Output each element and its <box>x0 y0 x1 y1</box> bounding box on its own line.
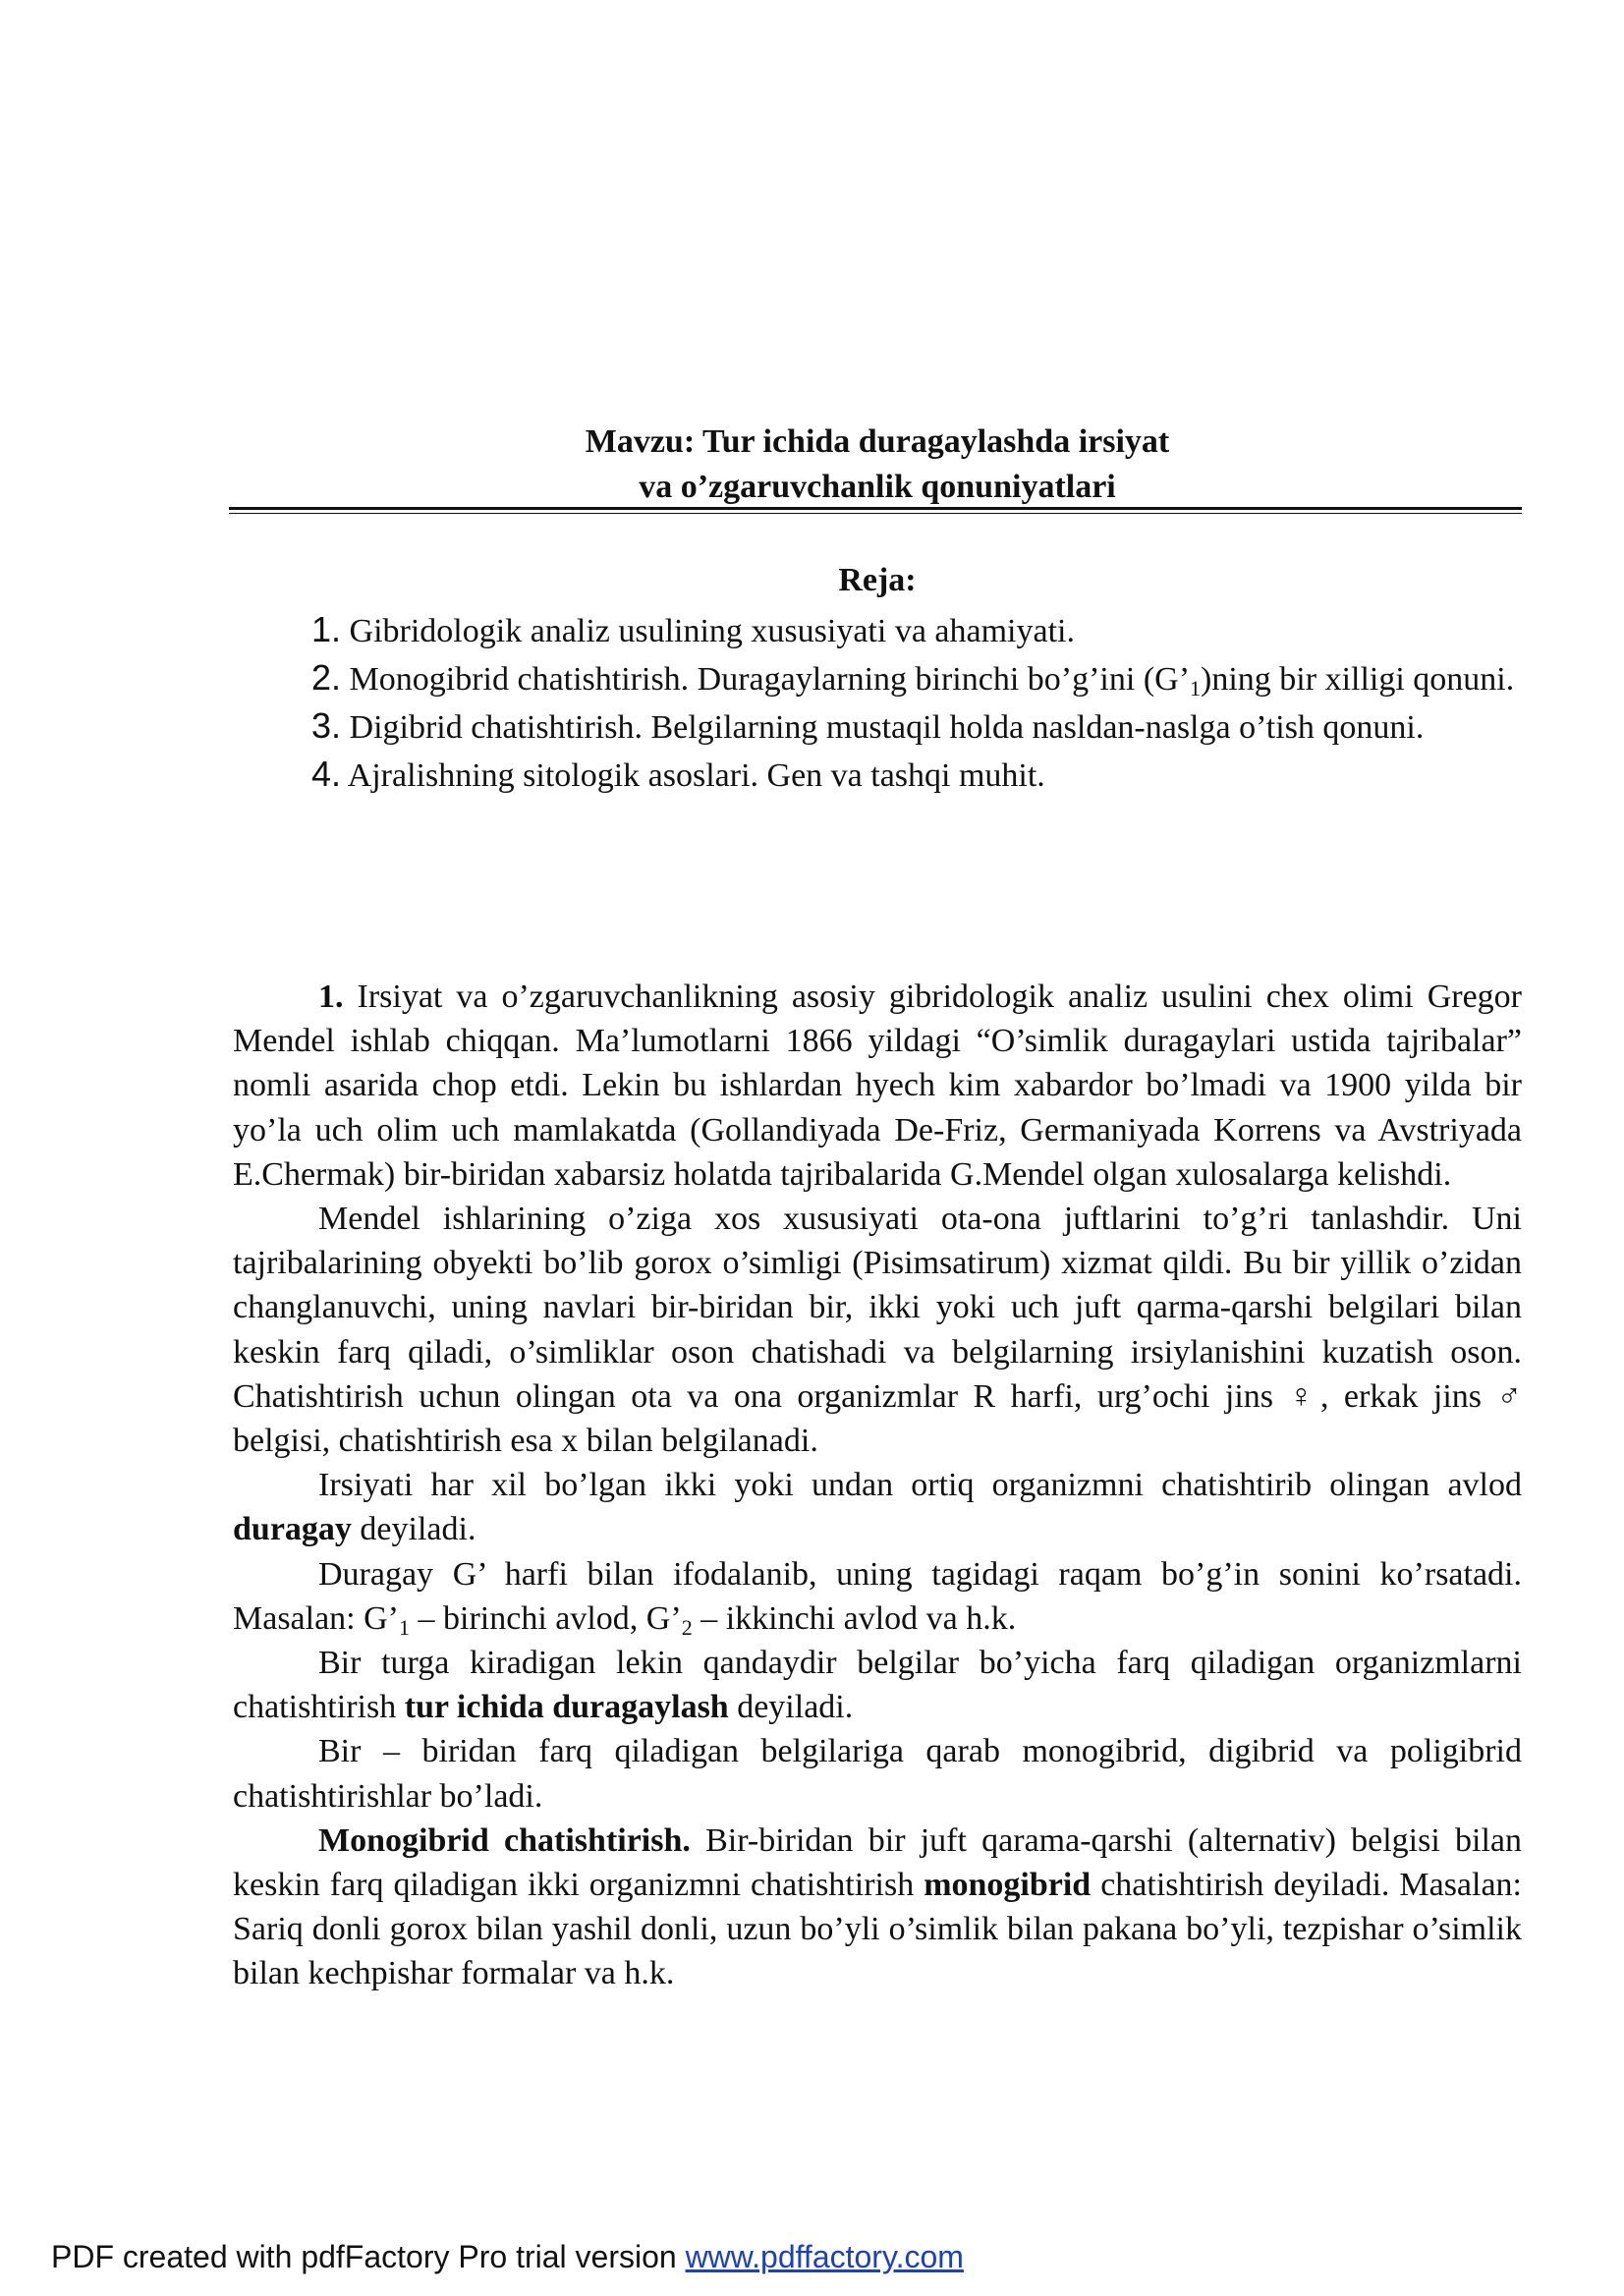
term-tur-ichida-duragaylash: tur ichida duragaylash <box>404 1689 729 1726</box>
plan-item-number: 2. <box>311 657 342 698</box>
page-title <box>233 420 1522 510</box>
plan-item-text: Monogibrid chatishtirish. Duragaylarning birinchi bo’g’ini (G’ <box>349 661 1191 698</box>
plan-item-text: Gibridologik analiz usulining xususiyati va ahamiyati. <box>349 613 1075 649</box>
paragraph-text: Bir-biridan bir juft qarama-qarshi (alternativ) belgisi bilan keskin farq qiladigan ikki organizmni chatishtirish <box>233 1821 1522 1904</box>
paragraph-text: deyiladi. <box>728 1689 854 1726</box>
title-double-rule <box>229 507 1522 514</box>
paragraph-text: – ikkinchi avlod va h.k. <box>692 1599 1017 1637</box>
plan-item <box>233 607 1522 654</box>
subscript: 2 <box>681 1614 693 1640</box>
body-text <box>233 975 1522 1996</box>
paragraph-text: chatishtirish deyiladi. Masalan: Sariq donli gorox bilan yashil donli, uzun bo’yli o’simlik bilan pakana bo’yli, tezpishar o’simlik bilan kechpishar formalar va h.k. <box>233 1867 1522 1992</box>
paragraph-1 <box>233 975 1522 1197</box>
plan-item-number: 4. <box>311 754 342 794</box>
term-monogibrid: monogibrid <box>924 1867 1092 1904</box>
paragraph-text: Irsiyat va o’zgaruvchanlikning asosiy gibridologik analiz usulini chex olimi Gregor Mendel ishlab chiqqan. Ma’lumotlarni 1866 yildagi “O’simlik duragaylari ustida tajribalar” nomli asarida chop etdi. Lekin bu ishlardan hyech kim xabardor bo’lmadi va 1900 yilda bir yo’la uch olim uch mamlakatda (Gollandiyada De-Friz, Germaniyada Korrens va Avstriyada E.Chermak) bir-biridan xabarsiz holatda tajribalarida G.Mendel olgan xulosalarga kelishdi. <box>233 979 1522 1193</box>
paragraph-text: Bir turga kiradigan lekin qandaydir belgilar bo’yicha farq qiladigan organizmlarni chatishtirish <box>233 1645 1522 1726</box>
paragraph-text: deyiladi. <box>351 1511 476 1548</box>
term-monogibrid-chatishtirish: Monogibrid chatishtirish. <box>318 1821 691 1859</box>
plan-item-text: Digibrid chatishtirish. Belgilarning mustaqil holda nasldan-naslga o’tish qonuni. <box>349 709 1425 746</box>
paragraph-7 <box>233 1819 1522 1996</box>
footer-link[interactable]: www.pdffactory.com <box>685 2239 964 2274</box>
plan-list <box>233 607 1522 800</box>
plan-item-number: 1. <box>311 609 342 649</box>
section-number: 1. <box>318 979 344 1015</box>
plan-heading: Reja: <box>838 562 917 598</box>
title-line-2: va o’zgaruvchanlik qonuniyatlari <box>639 469 1116 505</box>
plan-item-number: 3. <box>311 705 342 746</box>
plan-item-text-end: )ning bir xilligi qonuni. <box>1201 661 1515 698</box>
plan-item <box>233 752 1522 799</box>
footer-text: PDF created with pdfFactory Pro trial version <box>51 2239 686 2274</box>
paragraph-text: Duragay G’ harfi bilan ifodalanib, uning tagidagi raqam bo’g’in sonini ko’rsatadi. Masalan: G’ <box>233 1555 1522 1637</box>
title-line-1: Mavzu: Tur ichida duragaylashda irsiyat <box>585 423 1170 460</box>
plan-item <box>233 703 1522 751</box>
paragraph-3 <box>233 1463 1522 1551</box>
subscript: 1 <box>399 1614 411 1640</box>
plan-item <box>233 655 1522 702</box>
term-duragay: duragay <box>233 1511 352 1548</box>
paragraph-text: Irsiyati har xil bo’lgan ikki yoki undan ortiq organizmni chatishtirib olingan avlod <box>318 1467 1522 1504</box>
pdf-footer <box>51 2237 1230 2276</box>
paragraph-5 <box>233 1641 1522 1729</box>
paragraph-text: – birinchi avlod, G’ <box>410 1599 682 1637</box>
paragraph-2: Mendel ishlarining o’ziga xos xususiyati ota-ona juftlarini to’g’ri tanlashdir. Uni tajribalarining obyekti bo’lib gorox o’simligi (Pisimsatirum) xizmat qildi. Bu bir yillik o’zidan changlanuvchi, uning navlari bir-biridan bir, ikki yoki uch juft qarma-qarshi belgilari bilan keskin farq qiladi, o’simliklar oson chatishadi va belgilarning irsiylanishini kuzatish oson. Chatishtirish uchun olingan ota va ona organizmlar R harfi, urg’ochi jins ♀, erkak jins ♂ belgisi, chatishtirish esa x bilan belgilanadi. <box>233 1201 1522 1460</box>
plan-item-text: Ajralishning sitologik asoslari. Gen va tashqi muhit. <box>347 757 1045 794</box>
paragraph-4 <box>233 1552 1522 1641</box>
subscript: 1 <box>1190 676 1202 700</box>
paragraph-6: Bir – biridan farq qiladigan belgilariga qarab monogibrid, digibrid va poligibrid chatishtirishlar bo’ladi. <box>233 1733 1522 1815</box>
